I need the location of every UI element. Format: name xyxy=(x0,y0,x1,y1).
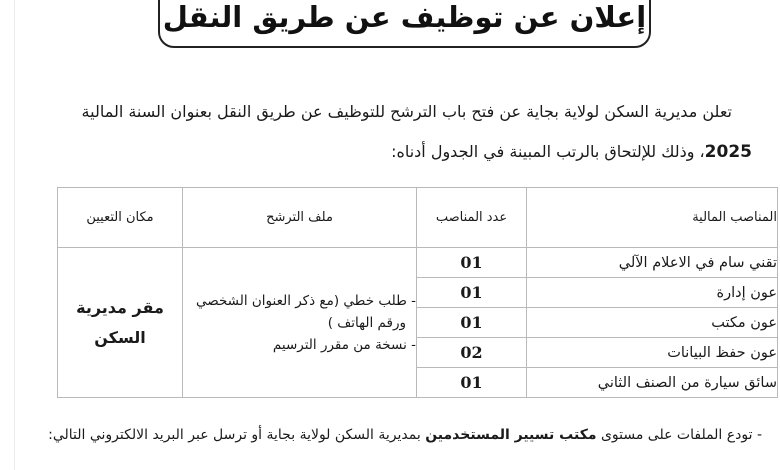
intro-line-2-text: ، وذلك للإلتحاق بالرتب المبينة في الجدول أدناه: xyxy=(391,142,705,161)
submission-note xyxy=(48,427,762,443)
file-item-1: - طلب خطي (مع ذكر العنوان الشخصي xyxy=(195,292,416,309)
header-positions: المناصب المالية xyxy=(527,188,778,248)
application-file-cell xyxy=(183,248,417,398)
submission-note-suffix: بمديرية السكن لولاية بجاية أو ترسل عبر البريد الالكتروني التالي: xyxy=(48,427,426,443)
position-count: 01 xyxy=(417,278,527,308)
position-count: 01 xyxy=(417,368,527,398)
position-name: عون مكتب xyxy=(527,308,778,338)
position-count: 01 xyxy=(417,308,527,338)
table-row xyxy=(58,248,778,278)
location-line-2: السكن xyxy=(94,327,146,347)
header-count: عدد المناصب xyxy=(417,188,527,248)
fiscal-year: 2025 xyxy=(704,142,752,162)
file-item-1-cont: ورقم الهاتف ) xyxy=(327,314,406,331)
position-name: تقني سام في الاعلام الآلي xyxy=(527,248,778,278)
positions-table xyxy=(57,187,778,398)
location-line-1: مقر مديرية xyxy=(76,297,164,317)
intro-line-1: تعلن مديرية السكن لولاية بجاية عن فتح باب الترشح للتوظيف عن طريق النقل بعنوان السنة المالية xyxy=(81,102,732,121)
page-edge xyxy=(14,0,15,470)
submission-note-prefix: - تودع الملفات على مستوى xyxy=(596,427,762,443)
title-box xyxy=(158,0,651,48)
position-name: عون حفظ البيانات xyxy=(527,338,778,368)
file-item-2: - نسخة من مقرر الترسيم xyxy=(272,336,416,353)
intro-line-2 xyxy=(391,142,752,162)
assignment-location-cell xyxy=(58,248,183,398)
position-count: 02 xyxy=(417,338,527,368)
submission-office: مكتب تسيير المستخدمين xyxy=(425,427,597,443)
position-name: سائق سيارة من الصنف الثاني xyxy=(527,368,778,398)
header-file: ملف الترشح xyxy=(183,188,417,248)
page-title: إعلان عن توظيف عن طريق النقل xyxy=(162,0,647,34)
position-count: 01 xyxy=(417,248,527,278)
table-header-row xyxy=(58,188,778,248)
header-location: مكان التعيين xyxy=(58,188,183,248)
position-name: عون إدارة xyxy=(527,278,778,308)
